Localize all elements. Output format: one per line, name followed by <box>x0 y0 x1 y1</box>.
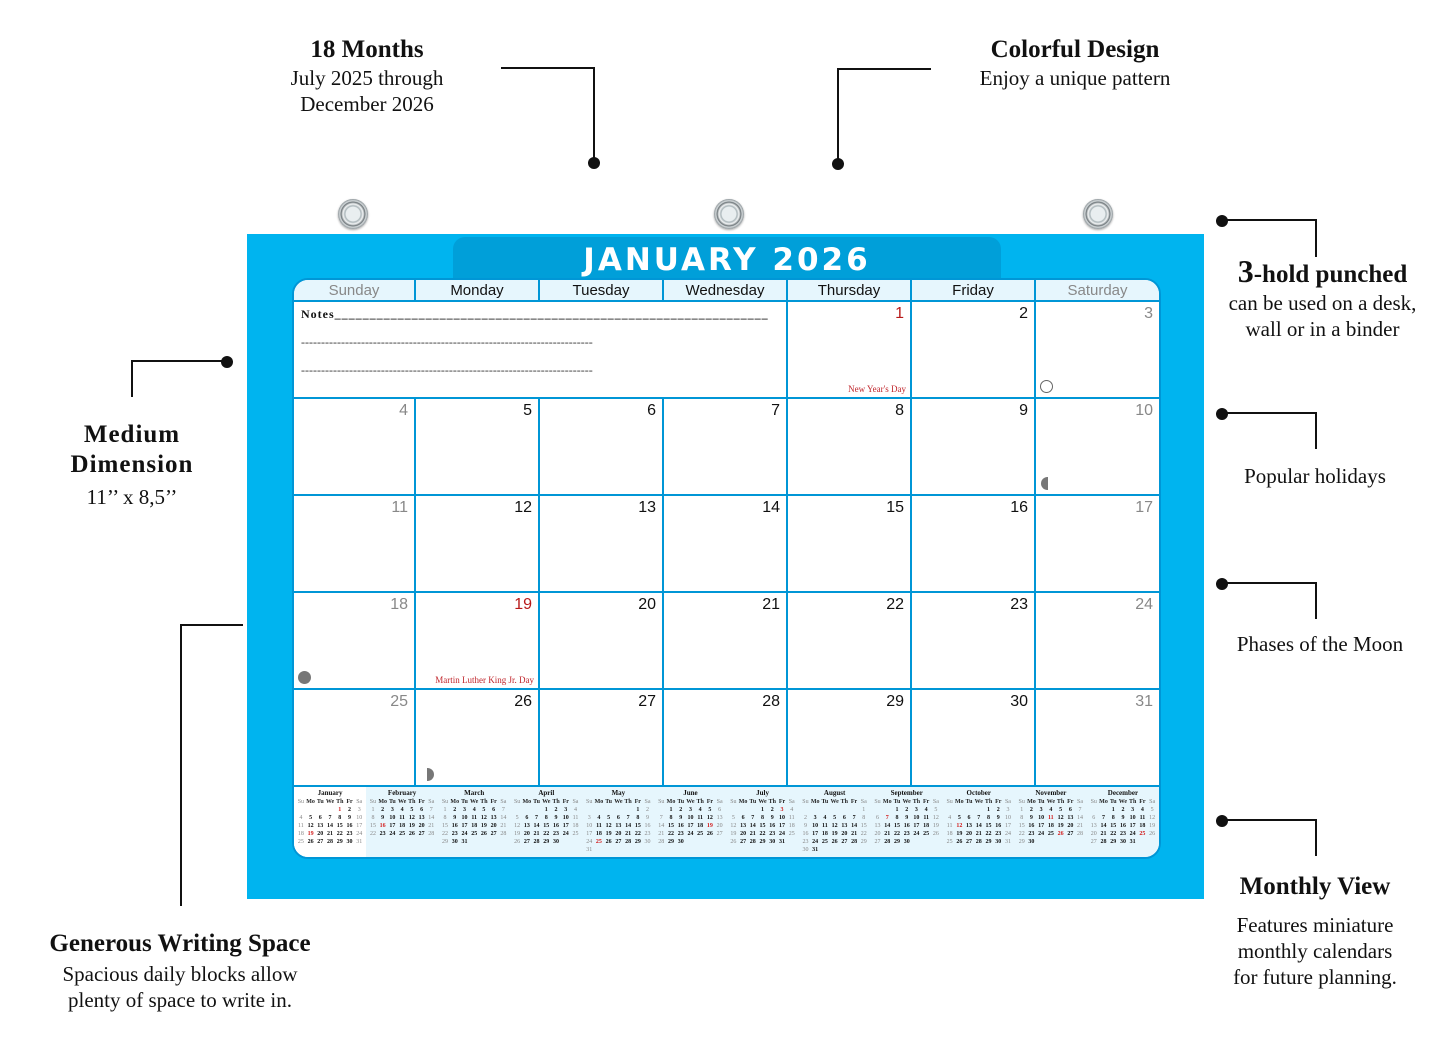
connector-line <box>837 68 839 164</box>
connector-dot <box>1216 215 1228 227</box>
day-cell[interactable] <box>1036 593 1159 690</box>
mini-days: 1 2 3 4 5 6 7 8 9 10 11 12 13 14 15 16 17 18 19 20 21 22 23 24 25 26 27 28 29 30 <box>874 807 939 845</box>
annotation-heading: 18 Months <box>310 36 424 63</box>
annotation-3-hole-punched <box>1200 253 1445 342</box>
annotation-text: December 2026 <box>300 92 434 116</box>
day-cell[interactable] <box>540 399 664 496</box>
connector-dot <box>1216 815 1228 827</box>
day-cell[interactable] <box>664 690 788 787</box>
day-number: 2 <box>1019 305 1028 322</box>
day-cell[interactable] <box>912 690 1036 787</box>
annotation-popular-holidays <box>1205 463 1425 489</box>
annotation-18-months <box>262 35 472 117</box>
day-cell[interactable] <box>294 399 416 496</box>
day-cell[interactable] <box>416 496 540 593</box>
connector-line <box>1315 582 1317 619</box>
day-number: 14 <box>762 499 780 516</box>
holiday-label: Martin Luther King Jr. Day <box>435 675 534 685</box>
mini-calendar-april <box>510 787 582 859</box>
day-number: 6 <box>647 402 656 419</box>
annotation-text: Features miniature <box>1236 913 1394 937</box>
annotation-heading: 3-hold punched <box>1237 253 1408 289</box>
mini-weekday-header: Su Mo Tu We Th Fr Sa <box>874 799 939 805</box>
connector-line <box>593 67 595 163</box>
mini-month-title: April <box>538 789 555 797</box>
mini-weekday-header: Su Mo Tu We Th Fr Sa <box>513 799 579 805</box>
mini-calendars-strip <box>294 787 1159 859</box>
annotation-text: can be used on a desk, <box>1228 291 1417 315</box>
mini-weekday-header: Su Mo Tu We Th Fr Sa <box>802 799 867 805</box>
mini-days: 1 2 3 4 5 6 7 8 9 10 11 12 13 14 15 16 17 18 19 20 21 22 23 24 25 26 27 28 29 30 <box>514 807 579 845</box>
annotation-text: Phases of the Moon <box>1236 632 1404 656</box>
day-cell[interactable] <box>1036 302 1159 399</box>
connector-line <box>180 624 243 626</box>
mini-days: 1 2 3 4 5 6 7 8 9 10 11 12 13 14 15 16 17 18 19 20 21 22 23 24 25 26 27 28 29 30 31 <box>1090 807 1156 845</box>
connector-dot <box>1216 408 1228 420</box>
notes-label: Notes______________________________________________________________ <box>301 307 769 321</box>
day-number: 18 <box>390 596 408 613</box>
day-number: 23 <box>1010 596 1028 613</box>
annotation-text: 11’’ x 8,5’’ <box>86 485 178 509</box>
day-cell[interactable] <box>294 496 416 593</box>
mini-weekday-header: Su Mo Tu We Th Fr Sa <box>658 799 723 805</box>
mini-weekday-header: Su Mo Tu We Th Fr Sa <box>586 799 651 805</box>
connector-line <box>837 68 931 70</box>
day-cell[interactable] <box>788 302 912 399</box>
mini-days: 1 2 3 4 5 6 7 8 9 10 11 12 13 14 15 16 17 18 19 20 21 22 23 24 25 26 27 28 29 30 <box>1018 807 1084 845</box>
annotation-text: plenty of space to write in. <box>68 988 292 1012</box>
connector-dot <box>832 158 844 170</box>
connector-dot <box>1216 578 1228 590</box>
connector-line <box>1222 582 1317 584</box>
annotation-heading: Monthly View <box>1239 873 1391 900</box>
mini-month-title: June <box>683 789 698 797</box>
punch-hole-icon <box>714 199 744 229</box>
day-number: 21 <box>762 596 780 613</box>
connector-dot <box>221 356 233 368</box>
moon-full-icon <box>1040 380 1053 393</box>
mini-weekday-header: Su Mo Tu We Th Fr Sa <box>369 799 435 805</box>
day-cell[interactable] <box>912 302 1036 399</box>
mini-weekday-header: Su Mo Tu We Th Fr Sa <box>946 799 1011 805</box>
day-number: 24 <box>1135 596 1153 613</box>
dow-tuesday: Tuesday <box>540 280 664 301</box>
mini-days: 1 2 3 4 5 6 7 8 9 10 11 12 13 14 15 16 17 18 19 20 21 22 23 24 25 26 27 28 29 30 31 <box>297 807 363 845</box>
day-number: 31 <box>1135 693 1153 710</box>
notes-line: ------------------------------------------------------------------------- <box>301 335 593 349</box>
connector-line <box>131 360 225 362</box>
mini-days: 1 2 3 4 5 6 7 8 9 10 11 12 13 14 15 16 17 18 19 20 21 22 23 24 25 26 27 28 29 30 31 <box>946 807 1011 845</box>
moon-first-icon <box>427 768 434 781</box>
day-cell[interactable] <box>416 593 540 690</box>
day-number: 9 <box>1019 402 1028 419</box>
annotation-heading: Dimension <box>70 451 194 478</box>
month-title: JANUARY 2026 <box>583 242 871 278</box>
mini-calendar-january <box>294 787 366 859</box>
calendar-board <box>292 278 1161 859</box>
mini-calendar-july <box>727 787 799 859</box>
annotation-text: monthly calendars <box>1237 939 1393 963</box>
mini-calendar-february <box>366 787 438 859</box>
day-number: 4 <box>399 402 408 419</box>
connector-line <box>501 67 595 69</box>
connector-line <box>131 360 133 397</box>
mini-calendar-november <box>1015 787 1087 859</box>
day-number: 25 <box>390 693 408 710</box>
punch-hole-icon <box>338 199 368 229</box>
dow-saturday: Saturday <box>1067 282 1128 299</box>
mini-calendar-august <box>799 787 871 859</box>
mini-days: 1 2 3 4 5 6 7 8 9 10 11 12 13 14 15 16 17 18 19 20 21 22 23 24 25 26 27 28 29 30 <box>658 807 723 845</box>
annotation-text: Enjoy a unique pattern <box>979 66 1171 90</box>
day-grid <box>294 302 1159 787</box>
punch-hole-icon <box>1083 199 1113 229</box>
connector-line <box>1315 219 1317 257</box>
day-number: 12 <box>514 499 532 516</box>
day-number: 29 <box>886 693 904 710</box>
connector-line <box>180 624 182 906</box>
annotation-moon-phases <box>1200 631 1440 657</box>
day-cell[interactable] <box>664 496 788 593</box>
day-number: 15 <box>886 499 904 516</box>
day-number: 10 <box>1135 402 1153 419</box>
day-number: 17 <box>1135 499 1153 516</box>
day-cell[interactable] <box>1036 496 1159 593</box>
day-cell[interactable] <box>540 496 664 593</box>
mini-days: 1 2 3 4 5 6 7 8 9 10 11 12 13 14 15 16 17 18 19 20 21 22 23 24 25 26 27 28 29 30 31 <box>586 807 651 853</box>
annotation-text: Spacious daily blocks allow <box>62 962 298 986</box>
day-number: 28 <box>762 693 780 710</box>
mini-weekday-header: Su Mo Tu We Th Fr Sa <box>1090 799 1156 805</box>
day-number: 11 <box>391 499 408 516</box>
holiday-label: New Year's Day <box>848 384 906 394</box>
day-number: 27 <box>638 693 656 710</box>
mini-calendar-december <box>1087 787 1159 859</box>
connector-line <box>1222 819 1317 821</box>
annotation-heading: Generous Writing Space <box>49 930 311 957</box>
day-number: 16 <box>1010 499 1028 516</box>
mini-days: 1 2 3 4 5 6 7 8 9 10 11 12 13 14 15 16 17 18 19 20 21 22 23 24 25 26 27 28 29 30 31 <box>802 807 867 853</box>
day-number: 20 <box>638 596 656 613</box>
day-number: 3 <box>1144 305 1153 322</box>
notes-line: ------------------------------------------------------------------------- <box>301 363 593 377</box>
mini-calendar-september <box>871 787 943 859</box>
mini-days: 1 2 3 4 5 6 7 8 9 10 11 12 13 14 15 16 17 18 19 20 21 22 23 24 25 26 27 28 29 30 31 <box>442 807 507 845</box>
day-number: 22 <box>886 596 904 613</box>
mini-month-title: September <box>890 789 923 797</box>
annotation-heading: Medium <box>83 421 181 448</box>
day-cell[interactable] <box>788 496 912 593</box>
day-cell[interactable] <box>664 593 788 690</box>
mini-calendar-may <box>582 787 654 859</box>
mini-days: 1 2 3 4 5 6 7 8 9 10 11 12 13 14 15 16 17 18 19 20 21 22 23 24 25 26 27 28 <box>369 807 435 837</box>
notes-area[interactable] <box>294 302 788 399</box>
day-cell[interactable] <box>294 593 416 690</box>
day-cell[interactable] <box>912 593 1036 690</box>
connector-line <box>1222 412 1317 414</box>
mini-month-title: May <box>611 789 626 797</box>
moon-last-icon <box>1041 477 1048 490</box>
mini-month-title: July <box>756 789 769 797</box>
day-cell[interactable] <box>1036 690 1159 787</box>
day-cell[interactable] <box>664 399 788 496</box>
annotation-colorful-design <box>955 35 1195 91</box>
day-number: 30 <box>1010 693 1028 710</box>
day-cell[interactable] <box>788 399 912 496</box>
annotation-text: Popular holidays <box>1244 464 1386 488</box>
mini-weekday-header: Su Mo Tu We Th Fr Sa <box>297 799 363 805</box>
mini-weekday-header: Su Mo Tu We Th Fr Sa <box>730 799 795 805</box>
annotation-medium-dimension <box>52 420 212 510</box>
day-cell[interactable] <box>912 399 1036 496</box>
day-cell[interactable] <box>540 690 664 787</box>
mini-month-title: February <box>387 789 417 797</box>
day-cell[interactable] <box>1036 399 1159 496</box>
day-cell[interactable] <box>294 690 416 787</box>
mini-month-title: March <box>464 789 485 797</box>
moon-new-icon <box>298 671 311 684</box>
day-number: 13 <box>638 499 656 516</box>
day-number: 7 <box>771 402 780 419</box>
day-cell[interactable] <box>788 690 912 787</box>
day-cell[interactable] <box>540 593 664 690</box>
dow-sunday: Sunday <box>294 280 416 301</box>
connector-line <box>1315 819 1317 856</box>
annotation-text: July 2025 through <box>290 66 444 90</box>
mini-month-title: October <box>966 789 992 797</box>
mini-weekday-header: Su Mo Tu We Th Fr Sa <box>441 799 507 805</box>
annotation-heading: Colorful Design <box>990 36 1160 63</box>
day-cell[interactable] <box>788 593 912 690</box>
day-cell[interactable] <box>416 690 540 787</box>
mini-month-title: November <box>1035 789 1067 797</box>
connector-dot <box>588 157 600 169</box>
dow-friday: Friday <box>912 280 1036 301</box>
connector-line <box>1222 219 1317 221</box>
day-cell[interactable] <box>416 399 540 496</box>
month-title-tab <box>453 237 1001 283</box>
day-number: 26 <box>514 693 532 710</box>
mini-days: 1 2 3 4 5 6 7 8 9 10 11 12 13 14 15 16 17 18 19 20 21 22 23 24 25 26 27 28 29 30 31 <box>730 807 795 845</box>
days-of-week-header <box>294 280 1159 302</box>
mini-calendar-october <box>943 787 1015 859</box>
mini-month-title: January <box>317 789 343 797</box>
day-number: 5 <box>523 402 532 419</box>
calendar-page <box>247 234 1204 899</box>
day-cell[interactable] <box>912 496 1036 593</box>
mini-calendar-march <box>438 787 510 859</box>
dow-thursday: Thursday <box>788 280 912 301</box>
dow-monday: Monday <box>416 280 540 301</box>
day-number: 1 <box>895 305 904 322</box>
annotation-text: for future planning. <box>1233 965 1397 989</box>
mini-calendar-june <box>654 787 726 859</box>
mini-month-title: August <box>823 789 846 797</box>
mini-month-title: December <box>1107 789 1139 797</box>
day-number: 8 <box>895 402 904 419</box>
annotation-text: wall or in a binder <box>1245 317 1400 341</box>
annotation-writing-space <box>20 929 340 1013</box>
day-number: 19 <box>514 596 532 613</box>
annotation-monthly-view <box>1195 872 1435 990</box>
dow-wednesday: Wednesday <box>664 280 788 301</box>
mini-weekday-header: Su Mo Tu We Th Fr Sa <box>1018 799 1084 805</box>
connector-line <box>1315 412 1317 449</box>
